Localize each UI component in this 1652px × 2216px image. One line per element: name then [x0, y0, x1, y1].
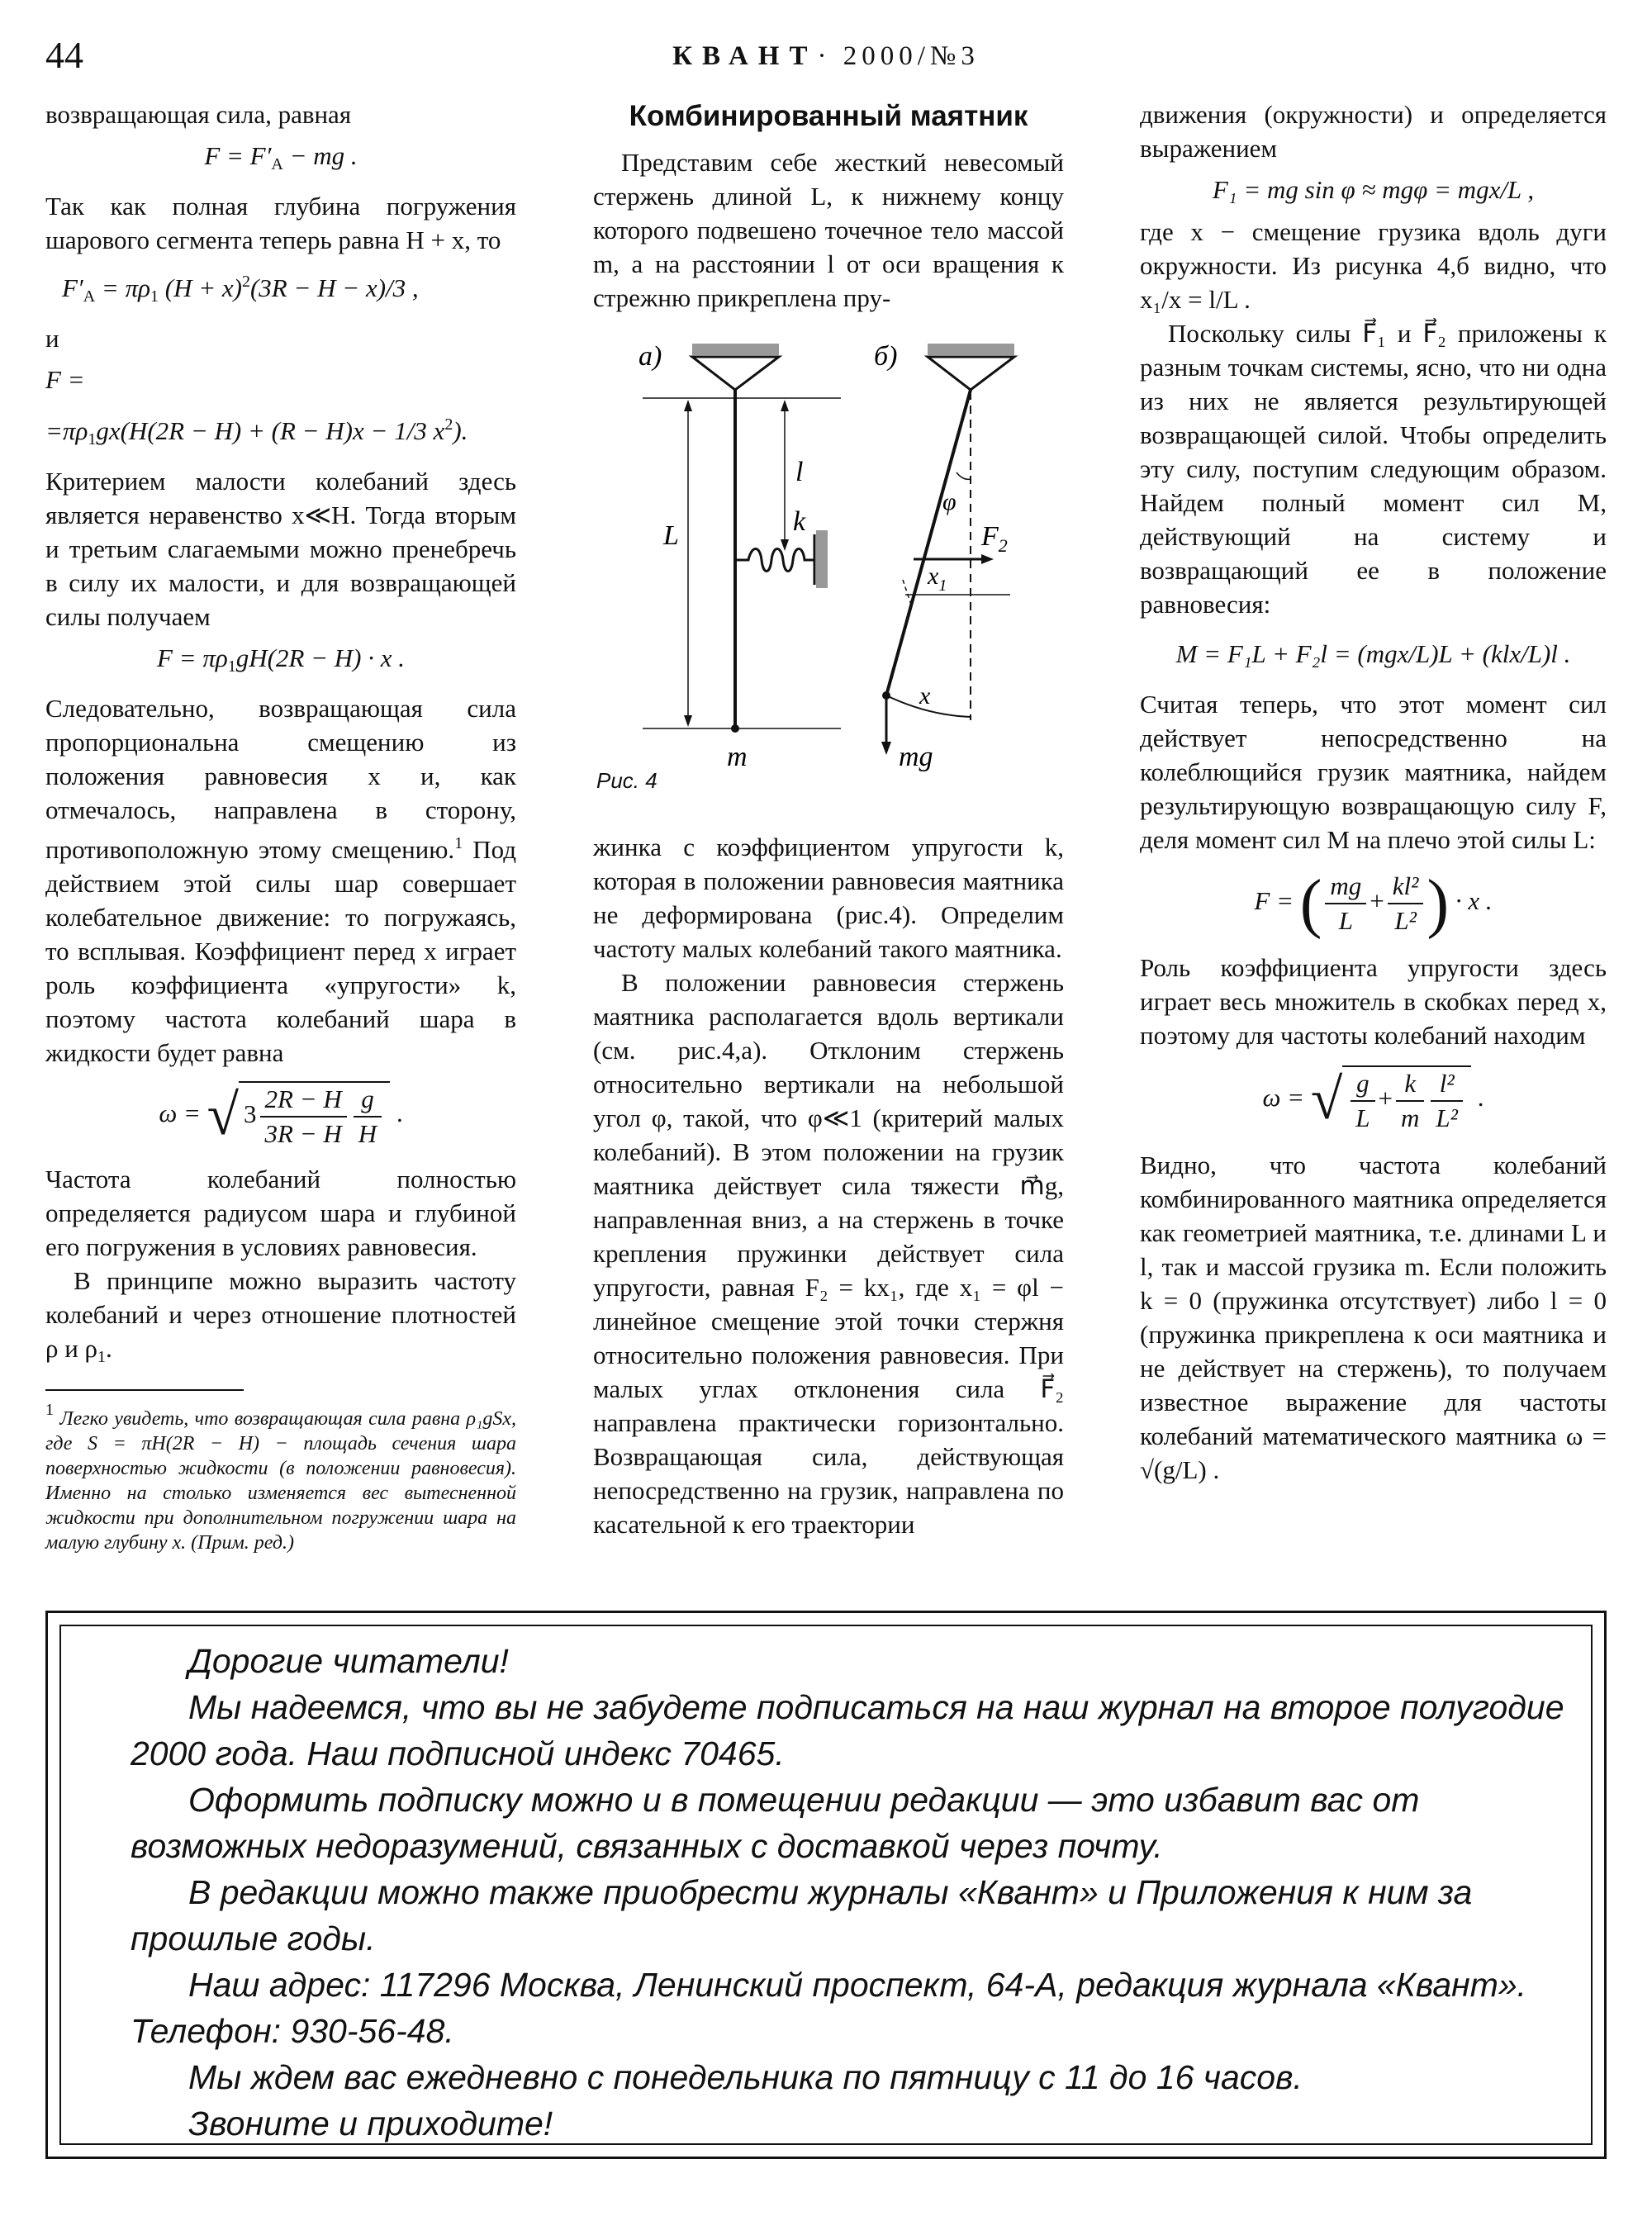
equation-moment: M = F₁L + F₂l = (mgx/L)L + (klx/L)l .: [1175, 639, 1571, 668]
label-b: б): [874, 341, 898, 372]
label-l: l: [795, 457, 804, 487]
paragraph: и: [45, 324, 59, 353]
label-phi: φ: [942, 488, 957, 515]
paragraph: В принципе можно выразить частоту колебаний и через отношение плотностей ρ и $\rho_1$.: [45, 1266, 516, 1366]
column-2: [593, 97, 1064, 315]
ceiling-a: [692, 344, 779, 355]
label-F2: $F_2$: [981, 521, 1008, 556]
footnote: $^1$ Легко увидеть, что возвращающая сила равна ρ₁gSx, где S = πH(2R − H) − площадь сечения шара поверхностью жидкости (в положении равновесия). Именно на столько изменяется вес вытесненной жидкости при дополнительном погружении шара на малую глубину x. (Прим. ред.): [45, 1401, 516, 1554]
ceiling-b: [928, 344, 1014, 355]
issue-number: · 2000/№3: [817, 41, 980, 71]
paragraph: Видно, что частота колебаний комбинированного маятника определяется как геометрией маятника, т.е. длинами L и l, так и массой грузика m. Если положить k = 0 (пружинка отсутствует) либо l = 0 (пружинка прикреплена к оси маятника и не действует на стержень), то получаем известное выражение для частоты колебаний математического маятника ω = √(g/L) .: [1140, 1151, 1607, 1484]
paragraph: Представим себе жесткий невесомый стержень длиной L, к нижнему концу которого подвешено точечное тело массой m, а на расстоянии l от оси вращения к стрежню прикреплена пру-: [593, 148, 1064, 312]
paragraph: возвращающая сила, равная: [45, 100, 352, 129]
paragraph: Поскольку силы F⃗₁ и F⃗₂ приложены к разным точкам системы, ясно, что ни одна из них не является результирующей возвращающей силой. Чтобы определить эту силу, поступим следующим образом. Найдем полный момент сил M, действующий на систему и возвращающий ее в положение равновесия:: [1140, 319, 1607, 619]
notice-closing: Звоните и приходите!: [188, 2104, 553, 2142]
figure-caption: Рис. 4: [596, 768, 657, 793]
wall: [816, 530, 828, 588]
paragraph: Критерием малости колебаний здесь является неравенство x≪H. Тогда вторым и третьим слагаемыми можно пренебречь в силу их малости, и для возвращающей силы получаем: [45, 467, 516, 631]
equation-linear-force: $F = \pi\rho_1gH(2R - H) \cdot x$ .: [156, 643, 406, 676]
paragraph: Считая теперь, что этот момент сил действует непосредственно на колеблющийся грузик маятника, найдем результирующую возвращающую силу F, деля момент сил M на плечо этой силы L:: [1140, 690, 1607, 854]
label-x: x: [919, 682, 931, 709]
journal-name: КВАНТ: [672, 41, 818, 71]
subscription-notice: [45, 1611, 1607, 2159]
label-x1: $x_1$: [928, 562, 947, 595]
notice-line: Мы надеемся, что вы не забудете подписаться на наш журнал на второе полугодие 2000 года. Наш подписной индекс 70465.: [131, 1688, 1564, 1772]
label-a: а): [638, 341, 662, 372]
notice-hours: Мы ждем вас ежедневно с понедельника по пятницу с 11 до 16 часов.: [188, 2058, 1303, 2096]
column-2-continued: [593, 830, 1064, 1541]
page-number: 44: [45, 34, 83, 76]
notice-address: Наш адрес: 117296 Москва, Ленинский проспект, 64-А, редакция журнала «Квант». Телефон: 930-56-48.: [131, 1966, 1527, 2050]
spring: [735, 549, 814, 572]
notice-greeting: Дорогие читатели!: [188, 1642, 509, 1680]
equation-omega-combined: ω = √ $\frac{g}{L}$ + $\frac{k}{m}$ $\frac{\text{l²}}{\text{L²}}$ .: [1140, 1065, 1607, 1135]
running-header: [0, 41, 1652, 72]
paragraph: Так как полная глубина погружения шарового сегмента теперь равна H + x, то: [45, 192, 516, 254]
equation-archimedes-force: $F'_А = \pi\rho_1$ $(H + x)^2(3R - H - x)/3$ ,: [62, 273, 419, 306]
paragraph: движения (окружности) и определяется выражением: [1140, 100, 1607, 163]
pivot-b: [928, 357, 1014, 390]
paragraph: жинка с коэффициентом упругости k, которая в положении равновесия маятника не деформирована (рис.4). Определим частоту малых колебаний такого маятника.: [593, 833, 1064, 963]
paragraph: где x − смещение грузика вдоль дуги окружности. Из рисунка 4,б видно, что x₁/x = l/L .: [1140, 217, 1607, 314]
equation-F1: F₁ = mg sin φ ≈ mgφ = mgx/L ,: [1212, 175, 1535, 204]
footnote-ref: 1: [454, 834, 463, 852]
label-m: m: [727, 742, 748, 772]
column-1: [45, 97, 516, 1555]
paragraph: Частота колебаний полностью определяется радиусом шара и глубиной его погружения в условиях равновесия.: [45, 1165, 516, 1261]
label-L: L: [663, 520, 679, 551]
notice-line: Оформить подписку можно и в помещении редакции — это избавит вас от возможных недоразумений, связанных с доставкой через почту.: [131, 1781, 1420, 1865]
equation-force-b: $=\pi\rho_1gx(H(2R - H) + (R - H)x - 1/3$ $x^2$).: [45, 415, 468, 448]
equation-omega-ball: ω = √ 3 $\frac{2R - H}{3R - H}$ $\frac{g}{H}$ .: [45, 1081, 516, 1151]
paragraph: Следовательно, возвращающая сила пропорциональна смещению из положения равновесия x и, как отмечалось, направлена в сторону, противоположную этому смещению.$^1$ Под действием этой силы шар совершает колебательное движение: то погружаясь, то всплывая. Коэффициент перед x играет роль коэффициента «упругости» k, поэтому частота колебаний шара в жидкости будет равна: [45, 694, 516, 1067]
figure-pendulum-diagram: [593, 332, 1064, 803]
rod-b: [886, 390, 971, 695]
equation-force-a: F =: [45, 365, 85, 394]
column-3: [1140, 97, 1607, 1487]
paragraph: В положении равновесия стержень маятника располагается вдоль вертикали (см. рис.4,а). Отклоним стержень относительно вертикали на небольшой угол φ, такой, что φ≪1 (критерий малых колебаний). В этом положении на грузик маятника действует сила тяжести m⃗g, направленная вниз, а на стержень в точке крепления пружинки действует сила упругости, равная F₂ = kx₁, где x₁ = φl − линейное смещение этой точки стержня относительно положения равновесия. При малых углах отклонения сила F⃗₂ направлена практически горизонтально. Возвращающая сила, действующая непосредственно на грузик, направлена по касательной к его траектории: [593, 968, 1064, 1539]
notice-text: [131, 1638, 1584, 2147]
footnote-rule: [45, 1389, 244, 1391]
equation-resultant-force: F = ( $\frac{mg}{L}$ + $\frac{\text{kl²}}{\text{L²}}$ ) · x .: [1254, 867, 1493, 940]
label-mg: mg: [899, 742, 933, 772]
paragraph: Роль коэффициента упругости здесь играет весь множитель в скобках перед x, поэтому для частоты колебаний находим: [1140, 953, 1607, 1050]
notice-line: В редакции можно также приобрести журналы «Квант» и Приложения к ним за прошлые годы.: [131, 1873, 1473, 1957]
equation-restoring-force: $F = F'_А$ − mg .: [204, 141, 358, 173]
section-heading: Комбинированный маятник: [629, 100, 1028, 132]
pivot-a: [692, 357, 779, 390]
label-k: k: [793, 506, 806, 537]
